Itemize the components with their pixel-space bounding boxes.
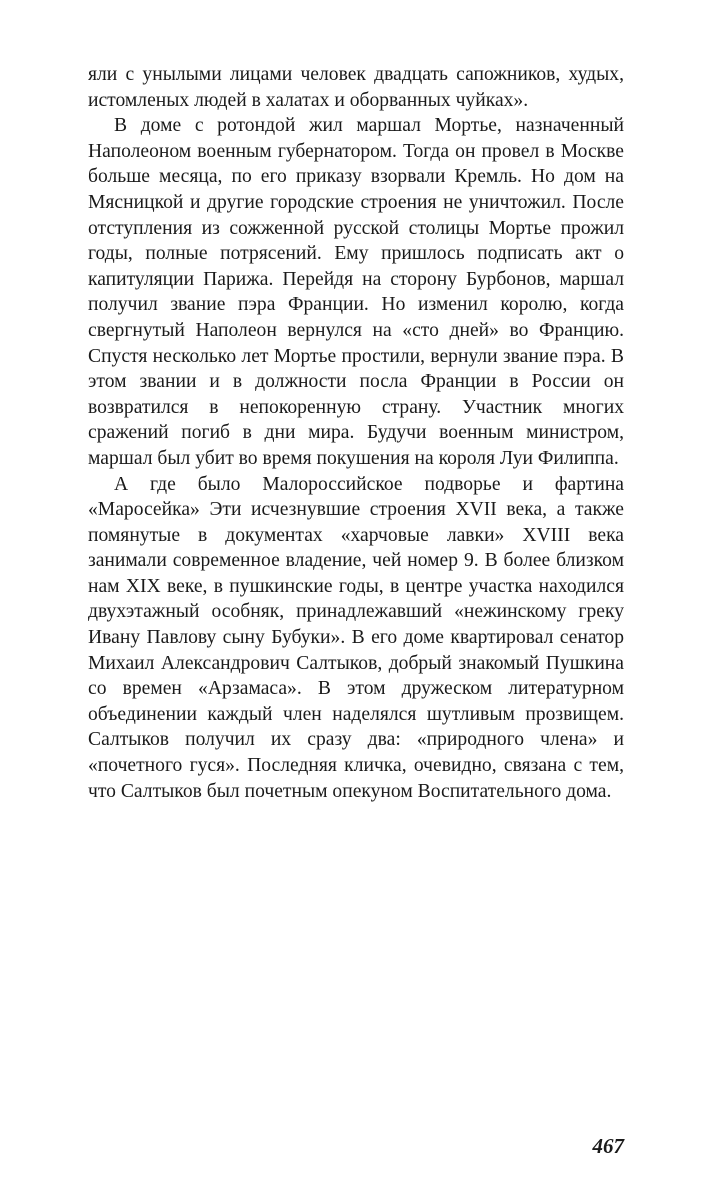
page-number: 467 — [592, 1134, 624, 1158]
paragraph-1: яли с унылыми лицами человек двадцать сапожников, худых, истомленых людей в халатах и оборванных чуйках». — [88, 64, 624, 111]
paragraph-3: А где было Малороссийское подворье и фартина «Маросейка» Эти исчезнувшие строения XVII века, а также помянутые в документах «харчовые лавки» XVIII века занимали современное владение, чей номер 9. В более близком нам XIX веке, в пушкинские годы, в центре участка находился двухэтажный особняк, принадлежавший «нежинскому греку Ивану Павлову сыну Бубуки». В его доме квартировал сенатор Михаил Александрович Салтыков, добрый знакомый Пушкина со времен «Арзамаса». В этом дружеском литературном объединении каждый член наделялся шутливым прозвищем. Салтыков получил их сразу два: «природного члена» и «почетного гуся». Последняя кличка, очевидно, связана с тем, что Салтыков был почетным опекуном Воспитательного дома. — [88, 473, 624, 802]
page-text — [88, 62, 624, 804]
paragraph-2: В доме с ротондой жил маршал Мортье, назначенный Наполеоном военным губернатором. Тогда он провел в Москве больше месяца, по его приказу взорвали Кремль. Но дом на Мясницкой и другие городские строения не уничтожил. После отступления из сожженной русской столицы Мортье прожил годы, полные потрясений. Ему пришлось подписать акт о капитуляции Парижа. Перейдя на сторону Бурбонов, маршал получил звание пэра Франции. Но изменил королю, когда свергнутый Наполеон вернулся на «сто дней» во Францию. Спустя несколько лет Мортье простили, вернули звание пэра. В этом звании и в должности посла Франции в России он возвратился в непокоренную страну. Участник многих сражений погиб в дни мира. Будучи военным министром, маршал был убит во время покушения на короля Луи Филиппа. — [88, 115, 624, 469]
